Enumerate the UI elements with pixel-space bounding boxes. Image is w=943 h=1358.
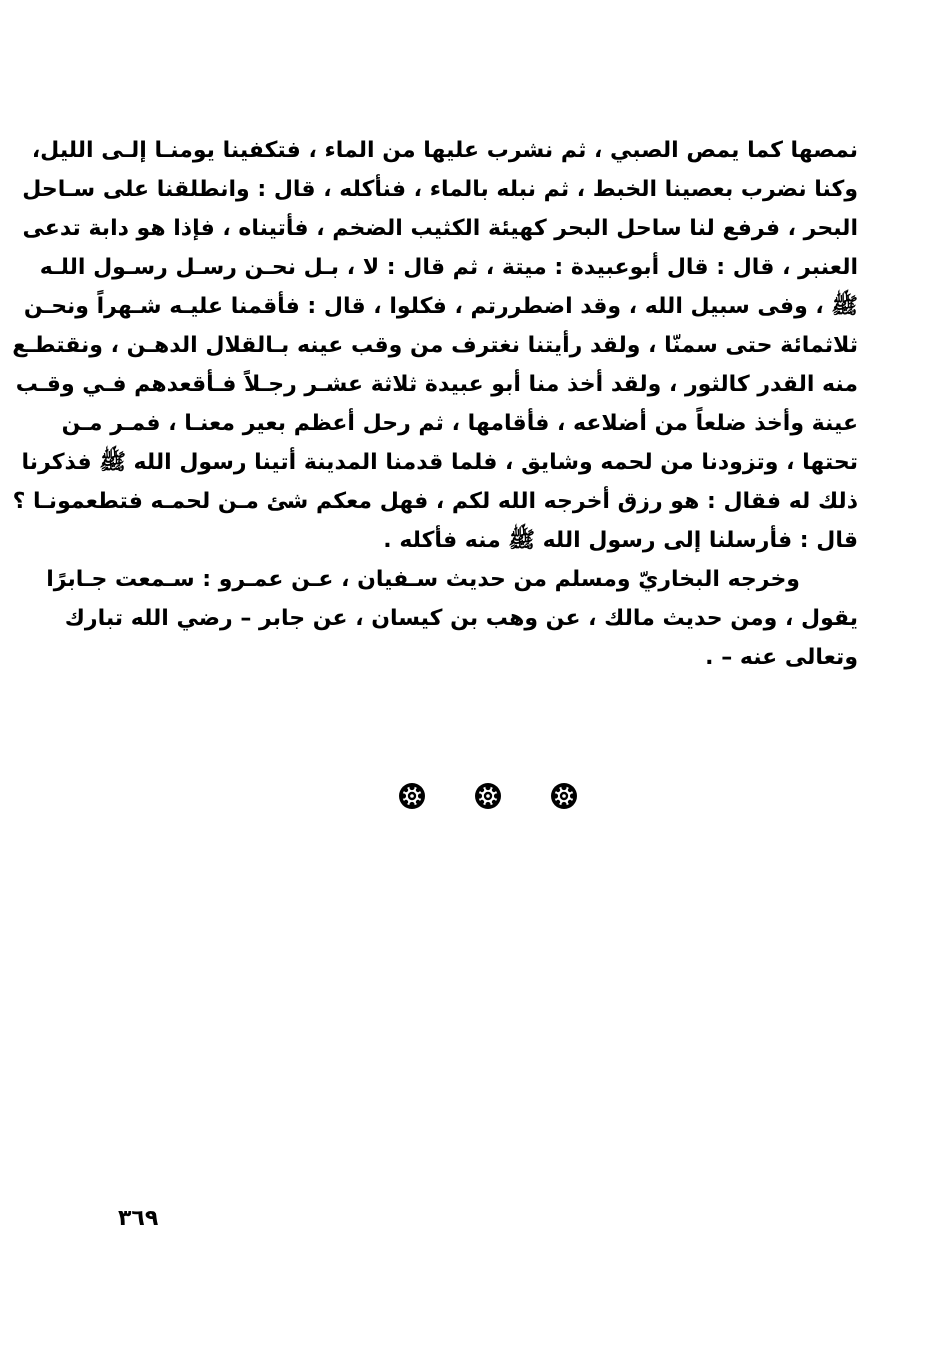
text-line: ﷺ ، وفى سبيل الله ، وقد اضطررتم ، فكلوا ، قال : فأقمنا عليـه شـهراً ونحـن xyxy=(23,294,858,319)
text-line: وتعالى عنه – . xyxy=(705,645,858,670)
text-line: منه القدر كالثور ، ولقد أخذ منا أبو عبيدة ثلاثة عشـر رجـلاً فـأقعدهم فـي وقـب xyxy=(15,372,858,397)
paragraph-2 xyxy=(46,560,858,677)
text-line: يقول ، ومن حديث مالك ، عن وهب بن كيسان ، عن جابر – رضي الله تبارك xyxy=(64,606,858,631)
text-line: وكنا نضرب بعصينا الخبط ، ثم نبله بالماء ، فنأكله ، قال : وانطلقنا على سـاحل xyxy=(22,177,858,202)
paragraph-1 xyxy=(12,131,858,560)
text-line: نمصها كما يمص الصبي ، ثم نشرب عليها من الماء ، فتكفينا يومنـا إلـى الليل، xyxy=(31,138,858,163)
flower-ornament-icon xyxy=(474,782,502,810)
text-line: تحتها ، وتزودنا من لحمه وشايق ، فلما قدمنا المدينة أتينا رسول الله ﷺ فذكرنا xyxy=(21,450,858,475)
text-line: العنبر ، قال : قال أبوعبيدة : ميتة ، ثم قال : لا ، بـل نحـن رسـل رسـول اللـه xyxy=(39,255,858,280)
flower-ornament-icon xyxy=(398,782,426,810)
body-text xyxy=(12,131,858,677)
text-line: البحر ، فرفع لنا ساحل البحر كهيئة الكثيب الضخم ، فأتيناه ، فإذا هو دابة تدعى xyxy=(22,216,858,241)
text-line: ذلك له فقال : هو رزق أخرجه الله لكم ، فهل معكم شئ مـن لحمـه فتطعمونـا ؟ xyxy=(12,489,858,514)
page-number: ٣٦٩ xyxy=(118,1206,159,1231)
text-line: ثلاثمائة حتى سمنّا ، ولقد رأيتنا نغترف من وقب عينه بـالقلال الدهـن ، ونقتطـع xyxy=(12,333,858,358)
text-line: وخرجه البخاريّ ومسلم من حديث سـفيان ، عـن عمـرو : سـمعت جـابرًا xyxy=(46,567,800,592)
text-line: قال : فأرسلنا إلى رسول الله ﷺ منه فأكله . xyxy=(383,528,858,553)
flower-ornament-icon xyxy=(550,782,578,810)
text-line: عينة وأخذ ضلعاً من أضلاعه ، فأقامها ، ثم رحل أعظم بعير معنـا ، فمـر مـن xyxy=(61,411,858,436)
section-divider xyxy=(0,782,943,814)
